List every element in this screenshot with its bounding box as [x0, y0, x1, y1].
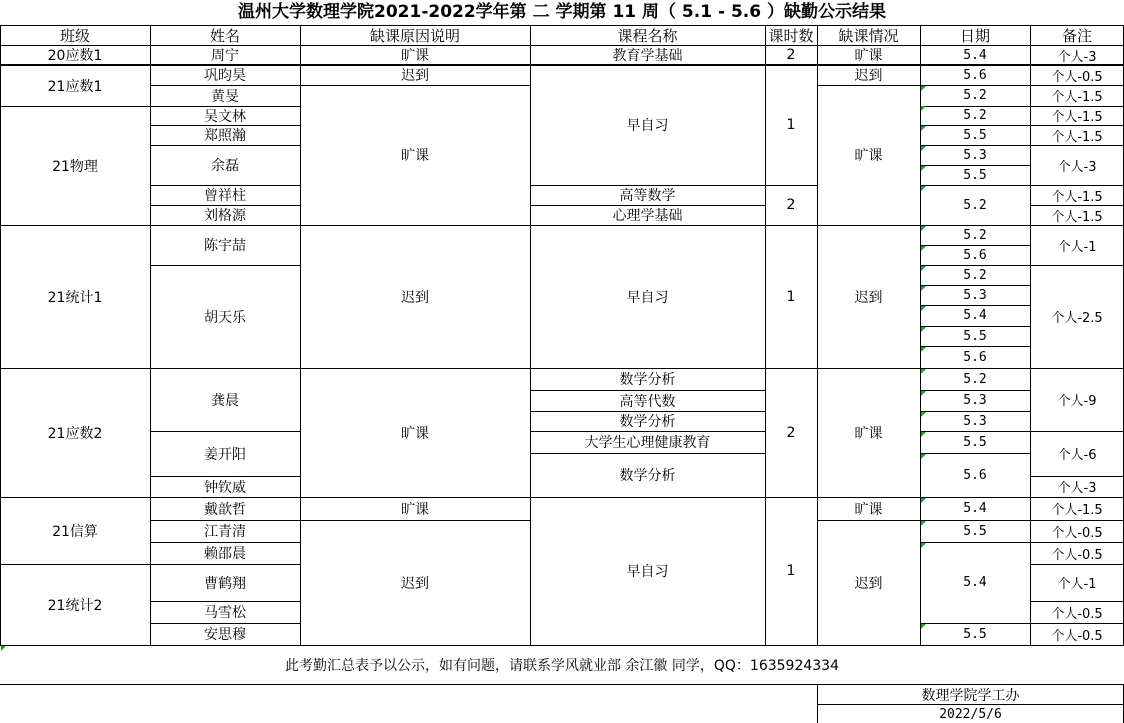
- absence-date: 5.5: [963, 434, 987, 450]
- student-name: 戴歆哲: [204, 501, 246, 518]
- header-name: 姓名: [209, 26, 240, 45]
- absence-status: 迟到: [854, 575, 883, 592]
- grid-line: [300, 497, 531, 498]
- header-note: 备注: [1061, 26, 1092, 45]
- grid-line: [150, 476, 301, 477]
- comment-marker-icon: [921, 412, 926, 417]
- grid-line: [0, 497, 151, 498]
- student-name: 黄旻: [211, 88, 239, 105]
- grid-line: [300, 25, 301, 645]
- comment-marker-icon: [921, 624, 926, 629]
- grid-line: [150, 85, 301, 86]
- absence-date: 5.3: [963, 393, 987, 408]
- student-name: 赖邵晨: [204, 546, 246, 562]
- score-note: 个人-1: [1057, 239, 1097, 255]
- score-note: 个人-1.5: [1051, 110, 1103, 125]
- course-name: 教育学基础: [612, 48, 683, 64]
- absence-status: 迟到: [854, 68, 883, 84]
- grid-line: [150, 601, 301, 602]
- grid-line: [920, 497, 1031, 498]
- grid-line: [1030, 368, 1124, 369]
- absence-reason: 旷课: [401, 48, 429, 64]
- course-name: 高等数学: [619, 188, 676, 204]
- grid-line: [0, 684, 1124, 685]
- score-note: 个人-0.5: [1051, 606, 1103, 622]
- absence-date: 5.5: [963, 127, 987, 143]
- absence-status: 旷课: [854, 148, 883, 164]
- grid-line: [1030, 85, 1124, 86]
- grid-line: [817, 65, 921, 66]
- grid-line: [150, 497, 301, 498]
- absence-date: 5.3: [963, 287, 987, 303]
- student-name: 余磊: [211, 158, 239, 174]
- grid-line: [530, 225, 766, 226]
- comment-marker-icon: [921, 521, 926, 526]
- grid-line: [150, 185, 301, 186]
- grid-line: [1030, 431, 1124, 432]
- absence-status: 旷课: [854, 501, 883, 518]
- comment-marker-icon: [921, 306, 926, 311]
- grid-line: [920, 346, 1031, 347]
- grid-line: [300, 368, 531, 369]
- grid-line: [920, 106, 1031, 107]
- grid-line: [530, 205, 766, 206]
- score-note: 个人-9: [1057, 394, 1097, 409]
- score-note: 个人-3: [1057, 159, 1097, 175]
- absence-date: 5.2: [963, 227, 987, 243]
- comment-marker-icon: [921, 126, 926, 131]
- absence-date: 5.6: [963, 349, 987, 365]
- grid-line: [765, 645, 818, 646]
- page-title: 温州大学数理学院2021-2022学年第 二 学期第 11 周（ 5.1 - 5.6 ）缺勤公示结果: [238, 2, 886, 22]
- grid-line: [920, 65, 1031, 66]
- score-note: 个人-2.5: [1051, 311, 1103, 326]
- grid-line: [150, 623, 301, 624]
- student-name: 郑照瀚: [204, 128, 246, 144]
- course-name: 数学分析: [619, 414, 676, 430]
- grid-line: [817, 497, 921, 498]
- grid-line: [530, 411, 766, 412]
- score-note: 个人-0.5: [1051, 525, 1103, 541]
- class-cell: 21统计2: [47, 597, 103, 614]
- grid-line: [300, 65, 531, 66]
- grid-line: [0, 225, 151, 226]
- grid-line: [150, 225, 301, 226]
- score-note: 个人-0.5: [1051, 69, 1103, 85]
- class-cell: 21应数2: [47, 425, 103, 442]
- grid-line: [1030, 497, 1124, 498]
- absence-date: 5.6: [963, 67, 987, 83]
- header-course: 课程名称: [617, 26, 678, 45]
- grid-line: [0, 645, 151, 646]
- grid-line: [150, 564, 301, 565]
- grid-line: [0, 25, 1, 645]
- course-name: 心理学基础: [612, 208, 683, 224]
- score-note: 个人-3: [1057, 49, 1097, 65]
- header-status: 缺课情况: [838, 26, 899, 45]
- grid-line: [920, 125, 1031, 126]
- class-cell: 21物理: [52, 158, 98, 175]
- grid-line: [920, 265, 1031, 266]
- grid-line: [1030, 645, 1124, 646]
- grid-line: [1030, 25, 1031, 645]
- comment-marker-icon: [921, 266, 926, 271]
- grid-line: [920, 453, 1031, 454]
- comment-marker-icon: [921, 543, 926, 548]
- student-name: 陈宇喆: [204, 238, 246, 254]
- student-name: 周宁: [211, 48, 239, 64]
- grid-line: [817, 520, 921, 521]
- grid-line: [920, 390, 1031, 391]
- student-name: 胡天乐: [204, 309, 246, 326]
- grid-line: [150, 645, 301, 646]
- grid-line: [1030, 476, 1124, 477]
- grid-line: [300, 520, 531, 521]
- grid-line: [1030, 65, 1124, 66]
- grid-line: [150, 125, 301, 126]
- student-name: 安思穆: [204, 627, 246, 643]
- score-note: 个人-6: [1057, 448, 1097, 463]
- class-hours: 2: [786, 424, 796, 441]
- comment-marker-icon: [921, 186, 926, 191]
- absence-date: 5.4: [963, 575, 987, 590]
- grid-line: [150, 106, 301, 107]
- comment-marker-icon: [921, 327, 926, 332]
- grid-line: [1030, 106, 1124, 107]
- grid-line: [150, 205, 301, 206]
- grid-line: [150, 25, 151, 645]
- absence-date: 5.3: [963, 147, 987, 163]
- grid-line: [0, 65, 151, 66]
- grid-line: [920, 542, 1031, 543]
- class-hours: 2: [786, 47, 796, 63]
- class-hours: 2: [786, 197, 796, 213]
- class-hours: 1: [786, 117, 796, 133]
- score-note: 个人-1.5: [1051, 90, 1103, 105]
- course-name: 早自习: [626, 118, 669, 134]
- grid-line: [817, 85, 921, 86]
- grid-line: [150, 145, 301, 146]
- grid-line: [920, 520, 1031, 521]
- class-cell: 21统计1: [47, 289, 103, 306]
- grid-line: [920, 623, 1031, 624]
- header-hours: 课时数: [768, 26, 814, 45]
- header-reason: 缺课原因说明: [369, 26, 460, 45]
- grid-line: [765, 65, 818, 66]
- absence-date: 5.4: [963, 501, 987, 516]
- header-date: 日期: [959, 26, 990, 45]
- grid-line: [920, 645, 1031, 646]
- comment-marker-icon: [921, 498, 926, 503]
- grid-line: [920, 285, 1031, 286]
- absence-status: 旷课: [854, 425, 883, 442]
- absence-reason: 迟到: [401, 289, 429, 306]
- absence-reason: 迟到: [401, 575, 429, 592]
- grid-line: [920, 145, 1031, 146]
- grid-line: [920, 25, 921, 645]
- grid-line: [1030, 520, 1124, 521]
- class-hours: 1: [786, 288, 796, 305]
- grid-line: [817, 645, 921, 646]
- comment-marker-icon: [921, 347, 926, 352]
- comment-marker-icon: [921, 106, 926, 111]
- course-name: 数学分析: [619, 372, 676, 388]
- grid-line: [530, 65, 766, 66]
- absence-date: 5.3: [963, 413, 987, 429]
- comment-marker-icon: [921, 166, 926, 171]
- class-cell: 20应数1: [47, 48, 103, 64]
- grid-line: [1030, 542, 1124, 543]
- absence-date: 5.2: [963, 108, 987, 123]
- grid-line: [1030, 623, 1124, 624]
- grid-line: [765, 225, 818, 226]
- grid-line: [1030, 225, 1124, 226]
- absence-date: 5.6: [963, 467, 987, 483]
- grid-line: [0, 368, 151, 369]
- absence-date: 5.6: [963, 247, 987, 263]
- absence-date: 5.4: [963, 47, 987, 63]
- grid-line: [817, 704, 1124, 705]
- student-name: 刘格源: [204, 208, 246, 224]
- header-class: 班级: [59, 26, 90, 45]
- comment-marker-icon: [921, 369, 926, 374]
- absence-date: 5.2: [963, 267, 987, 283]
- comment-marker-icon: [921, 454, 926, 459]
- absence-date: 5.2: [963, 197, 987, 213]
- score-note: 个人-1.5: [1051, 209, 1103, 225]
- grid-line: [150, 368, 301, 369]
- grid-line: [920, 185, 1031, 186]
- grid-line: [300, 85, 531, 86]
- grid-line: [817, 368, 921, 369]
- grid-line: [530, 645, 766, 646]
- absence-reason: 旷课: [401, 425, 429, 442]
- course-name: 数学分析: [619, 468, 676, 484]
- score-note: 个人-1.5: [1051, 129, 1103, 145]
- grid-line: [530, 368, 766, 369]
- grid-line: [530, 25, 531, 645]
- course-name: 高等代数: [619, 393, 676, 410]
- course-name: 早自习: [626, 289, 669, 306]
- absence-date: 5.5: [963, 523, 987, 539]
- grid-line: [920, 305, 1031, 306]
- grid-line: [530, 390, 766, 391]
- grid-line: [1030, 265, 1124, 266]
- absence-date: 5.5: [963, 328, 987, 344]
- course-name: 大学生心理健康教育: [584, 435, 711, 451]
- grid-line: [765, 25, 766, 645]
- grid-line: [920, 165, 1031, 166]
- grid-line: [530, 185, 766, 186]
- student-name: 江青清: [204, 524, 246, 540]
- grid-line: [817, 685, 818, 723]
- grid-line: [0, 106, 151, 107]
- grid-line: [1030, 601, 1124, 602]
- grid-line: [920, 411, 1031, 412]
- student-name: 姜开阳: [204, 446, 246, 463]
- comment-marker-icon: [921, 432, 926, 437]
- score-note: 个人-0.5: [1051, 547, 1103, 563]
- grid-line: [530, 431, 766, 432]
- grid-line: [300, 645, 531, 646]
- grid-line: [920, 85, 1031, 86]
- comment-marker-icon: [921, 226, 926, 231]
- grid-line: [300, 225, 531, 226]
- comment-marker-icon: [921, 246, 926, 251]
- student-name: 马雪松: [204, 605, 246, 621]
- grid-line: [765, 185, 818, 186]
- grid-line: [920, 326, 1031, 327]
- grid-line: [150, 542, 301, 543]
- grid-line: [150, 265, 301, 266]
- class-cell: 21应数1: [47, 78, 103, 95]
- footer-org: 数理学院学工办: [921, 688, 1020, 704]
- student-name: 曹鹤翔: [204, 575, 246, 592]
- grid-line: [0, 25, 1124, 26]
- grid-line: [1030, 145, 1124, 146]
- score-note: 个人-1: [1057, 577, 1097, 592]
- grid-line: [920, 245, 1031, 246]
- score-note: 个人-1.5: [1051, 503, 1103, 518]
- grid-line: [765, 497, 818, 498]
- footer-date: 2022/5/6: [939, 706, 1002, 722]
- grid-line: [1030, 125, 1124, 126]
- grid-line: [530, 497, 766, 498]
- grid-line: [920, 431, 1031, 432]
- absence-reason: 旷课: [401, 501, 429, 518]
- grid-line: [1030, 185, 1124, 186]
- comment-marker-icon: [921, 391, 926, 396]
- comment-marker-icon: [921, 146, 926, 151]
- student-name: 曾祥柱: [204, 188, 246, 204]
- footer-notice: 此考勤汇总表予以公示，如有问题，请联系学风就业部 余江徽 同学，QQ：1635924334: [284, 658, 839, 674]
- grid-line: [0, 45, 1124, 46]
- student-name: 龚晨: [211, 392, 239, 409]
- absence-reason: 旷课: [401, 148, 429, 164]
- grid-line: [920, 368, 1031, 369]
- score-note: 个人-1.5: [1051, 189, 1103, 205]
- grid-line: [150, 520, 301, 521]
- grid-line: [817, 25, 818, 645]
- grid-line: [530, 453, 766, 454]
- grid-line: [920, 225, 1031, 226]
- absence-date: 5.2: [963, 88, 987, 103]
- grid-line: [1030, 564, 1124, 565]
- absence-date: 5.4: [963, 308, 987, 323]
- student-name: 巩昀昊: [204, 68, 246, 84]
- absence-reason: 迟到: [401, 68, 429, 84]
- grid-line: [150, 431, 301, 432]
- absence-date: 5.5: [963, 626, 987, 642]
- grid-line: [765, 368, 818, 369]
- class-hours: 1: [786, 563, 796, 579]
- grid-line: [150, 65, 301, 66]
- comment-marker-icon: [921, 86, 926, 91]
- grid-line: [0, 564, 151, 565]
- absence-status: 迟到: [854, 289, 883, 306]
- course-name: 早自习: [626, 564, 669, 580]
- absence-status: 旷课: [854, 48, 883, 64]
- score-note: 个人-3: [1057, 481, 1097, 496]
- score-note: 个人-0.5: [1051, 628, 1103, 644]
- student-name: 吴文林: [204, 108, 246, 125]
- grid-line: [1030, 205, 1124, 206]
- absence-date: 5.2: [963, 371, 987, 387]
- grid-line: [817, 225, 921, 226]
- absence-date: 5.5: [963, 167, 987, 183]
- class-cell: 21信算: [52, 523, 98, 540]
- comment-marker-icon: [921, 286, 926, 291]
- comment-marker-icon: [1, 646, 6, 651]
- student-name: 钟钦威: [204, 479, 246, 496]
